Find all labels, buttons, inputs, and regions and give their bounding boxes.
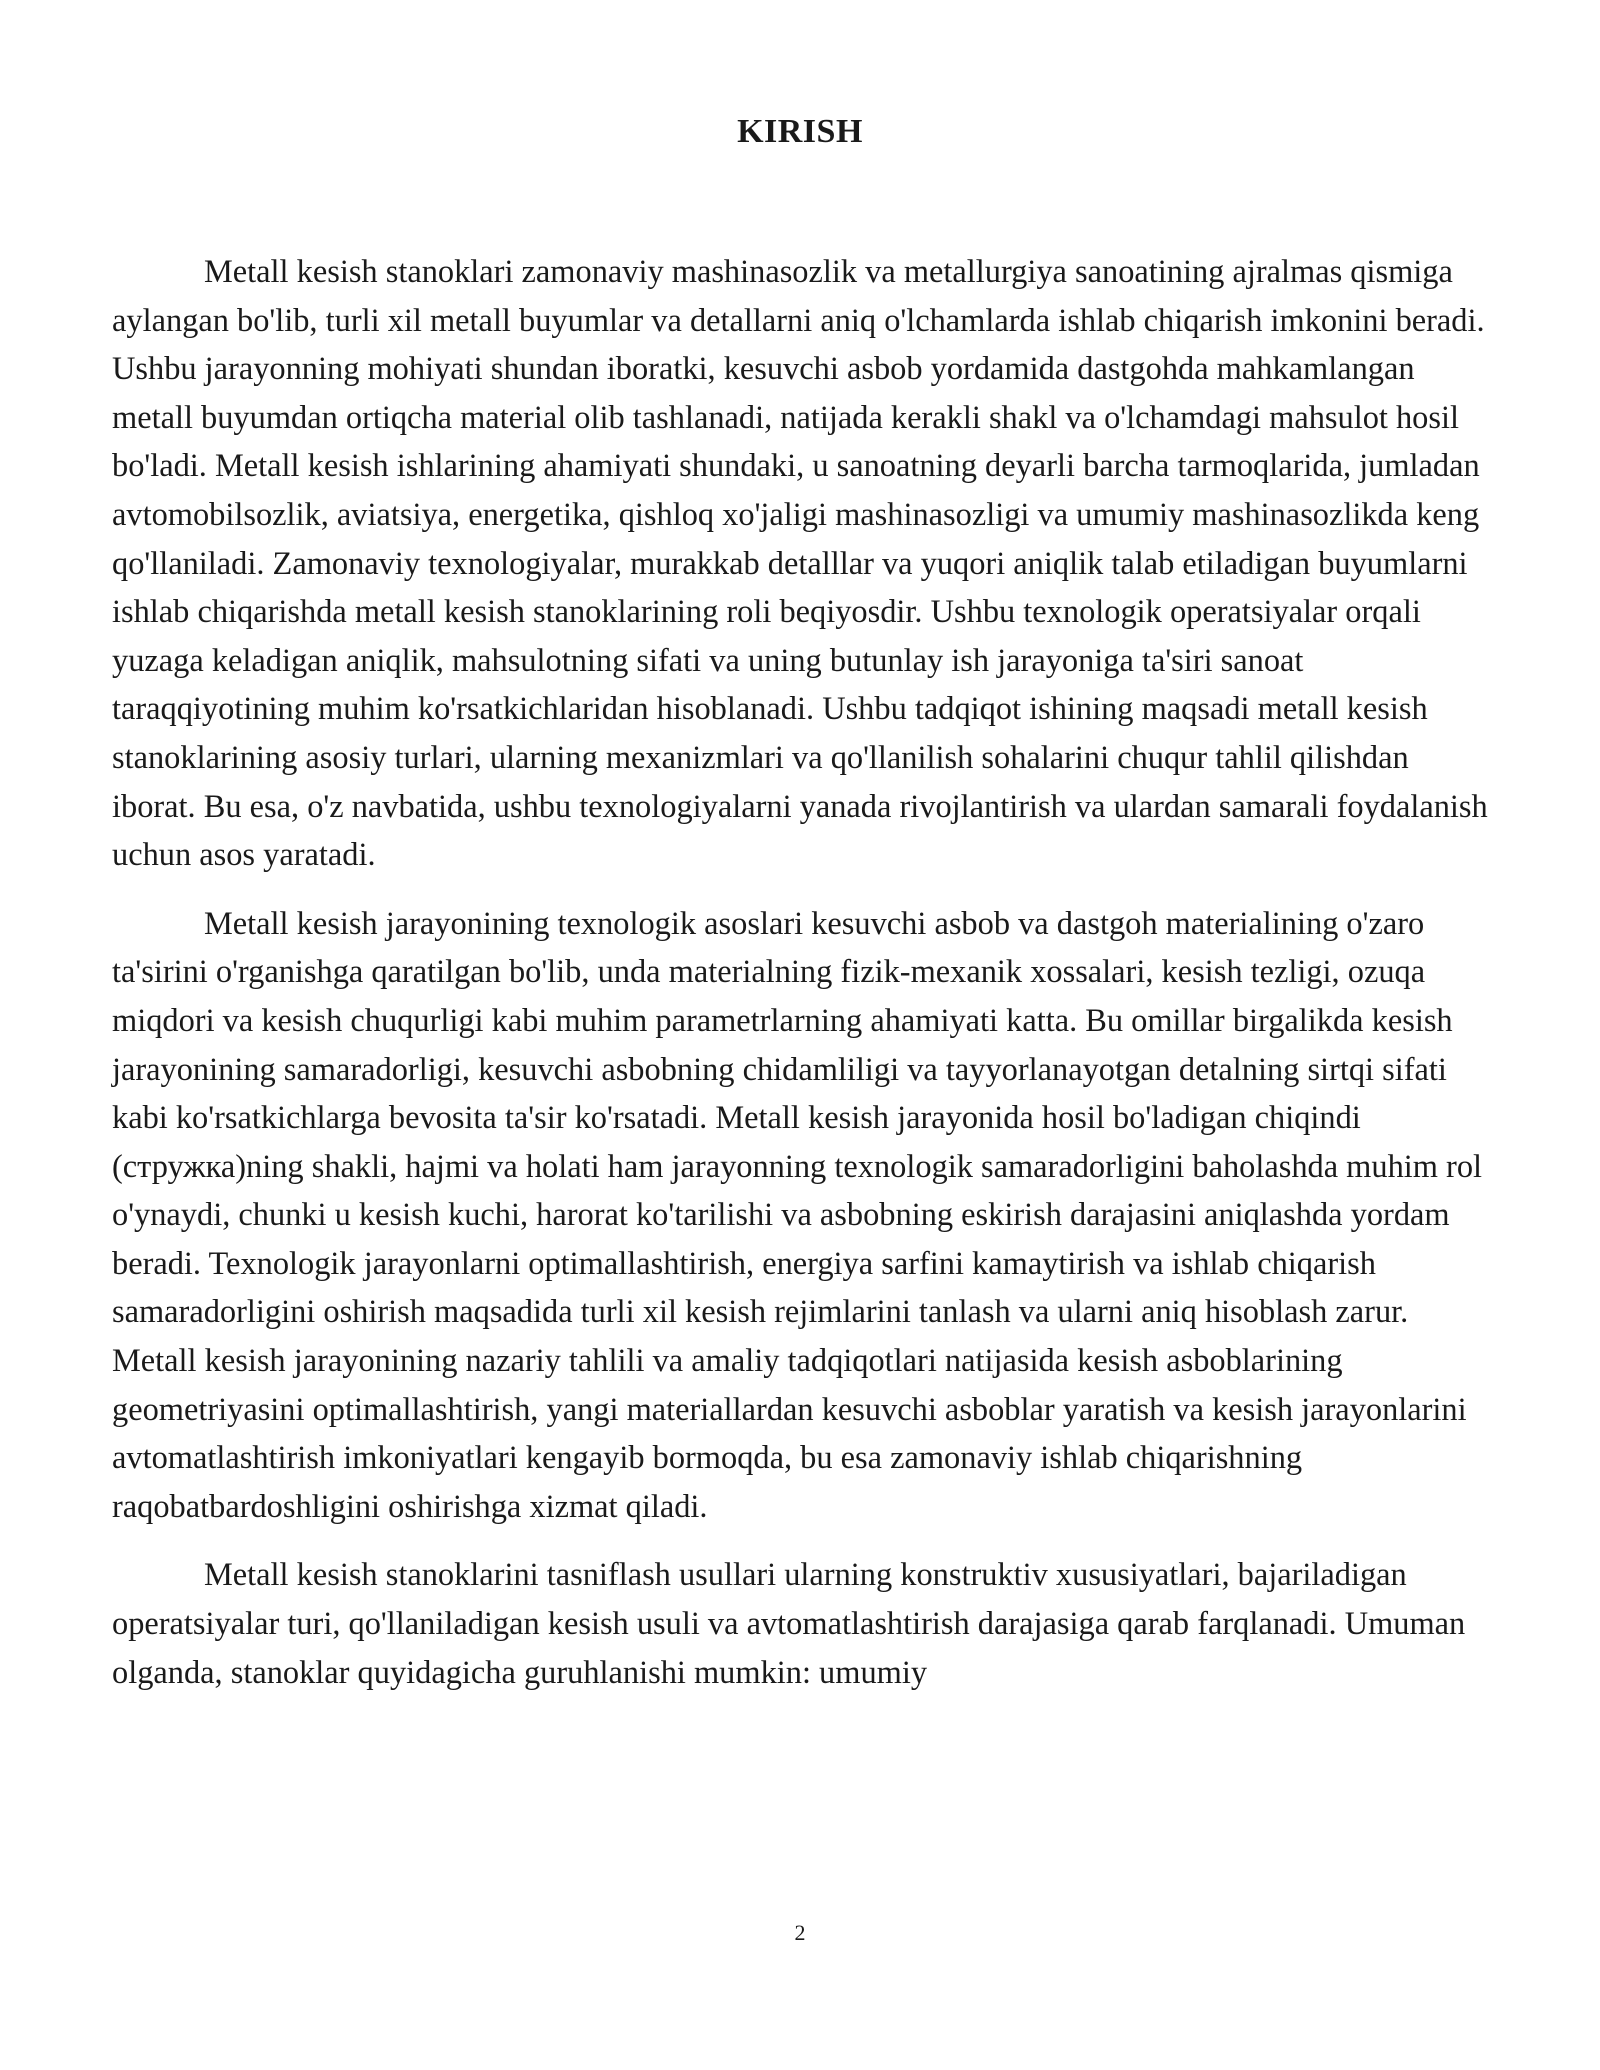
page-number: 2 bbox=[794, 1920, 806, 1945]
body-text bbox=[112, 248, 1492, 1717]
paragraph-2: Metall kesish jarayonining texnologik asoslari kesuvchi asbob va dastgoh materialining o'zaro ta'sirini o'rganishga qaratilgan bo'lib, unda materialning fizik-mexanik xossalari, kesish tezligi, ozuqa miqdori va kesish chuqurligi kabi muhim parametrlarning ahamiyati katta. Bu omillar birgalikda kesish jarayonining samaradorligi, kesuvchi asbobning chidamliligi va tayyorlanayotgan detalning sirtqi sifati kabi ko'rsatkichlarga bevosita ta'sir ko'rsatadi. Metall kesish jarayonida hosil bo'ladigan chiqindi (стружка)ning shakli, hajmi va holati ham jarayonning texnologik samaradorligini baholashda muhim rol o'ynaydi, chunki u kesish kuchi, harorat ko'tarilishi va asbobning eskirish darajasini aniqlashda yordam beradi. Texnologik jarayonlarni optimallashtirish, energiya sarfini kamaytirish va ishlab chiqarish samaradorligini oshirish maqsadida turli xil kesish rejimlarini tanlash va ularni aniq hisoblash zarur. Metall kesish jarayonining nazariy tahlili va amaliy tadqiqotlari natijasida kesish asboblarining geometriyasini optimallashtirish, yangi materiallardan kesuvchi asboblar yaratish va kesish jarayonlarini avtomatlashtirish imkoniyatlari kengayib bormoqda, bu esa zamonaviy ishlab chiqarishning raqobatbardoshligini oshirishga xizmat qiladi. bbox=[112, 905, 1483, 1525]
paragraph-3: Metall kesish stanoklarini tasniflash usullari ularning konstruktiv xususiyatlari, bajariladigan operatsiyalar turi, qo'llaniladigan kesish usuli va avtomatlashtirish darajasiga qarab farqlanadi. Umuman olganda, stanoklar quyidagicha guruhlanishi mumkin: umumiy bbox=[112, 1557, 1466, 1691]
page-title: KIRISH bbox=[737, 113, 863, 150]
paragraph-1: Metall kesish stanoklari zamonaviy mashinasozlik va metallurgiya sanoatining ajralmas qismiga aylangan bo'lib, turli xil metall buyumlar va detallarni aniq o'lchamlarda ishlab chiqarish imkonini beradi. Ushbu jarayonning mohiyati shundan iboratki, kesuvchi asbob yordamida dastgohda mahkamlangan metall buyumdan ortiqcha material olib tashlanadi, natijada kerakli shakl va o'lchamdagi mahsulot hosil bo'ladi. Metall kesish ishlarining ahamiyati shundaki, u sanoatning deyarli barcha tarmoqlarida, jumladan avtomobilsozlik, aviatsiya, energetika, qishloq xo'jaligi mashinasozligi va umumiy mashinasozlikda keng qo'llaniladi. Zamonaviy texnologiyalar, murakkab detalllar va yuqori aniqlik talab etiladigan buyumlarni ishlab chiqarishda metall kesish stanoklarining roli beqiyosdir. Ushbu texnologik operatsiyalar orqali yuzaga keladigan aniqlik, mahsulotning sifati va uning butunlay ish jarayoniga ta'siri sanoat taraqqiyotining muhim ko'rsatkichlaridan hisoblanadi. Ushbu tadqiqot ishining maqsadi metall kesish stanoklarining asosiy turlari, ularning mexanizmlari va qo'llanilish sohalarini chuqur tahlil qilishdan iborat. Bu esa, o'z navbatida, ushbu texnologiyalarni yanada rivojlantirish va ulardan samarali foydalanish uchun asos yaratadi. bbox=[112, 254, 1488, 874]
